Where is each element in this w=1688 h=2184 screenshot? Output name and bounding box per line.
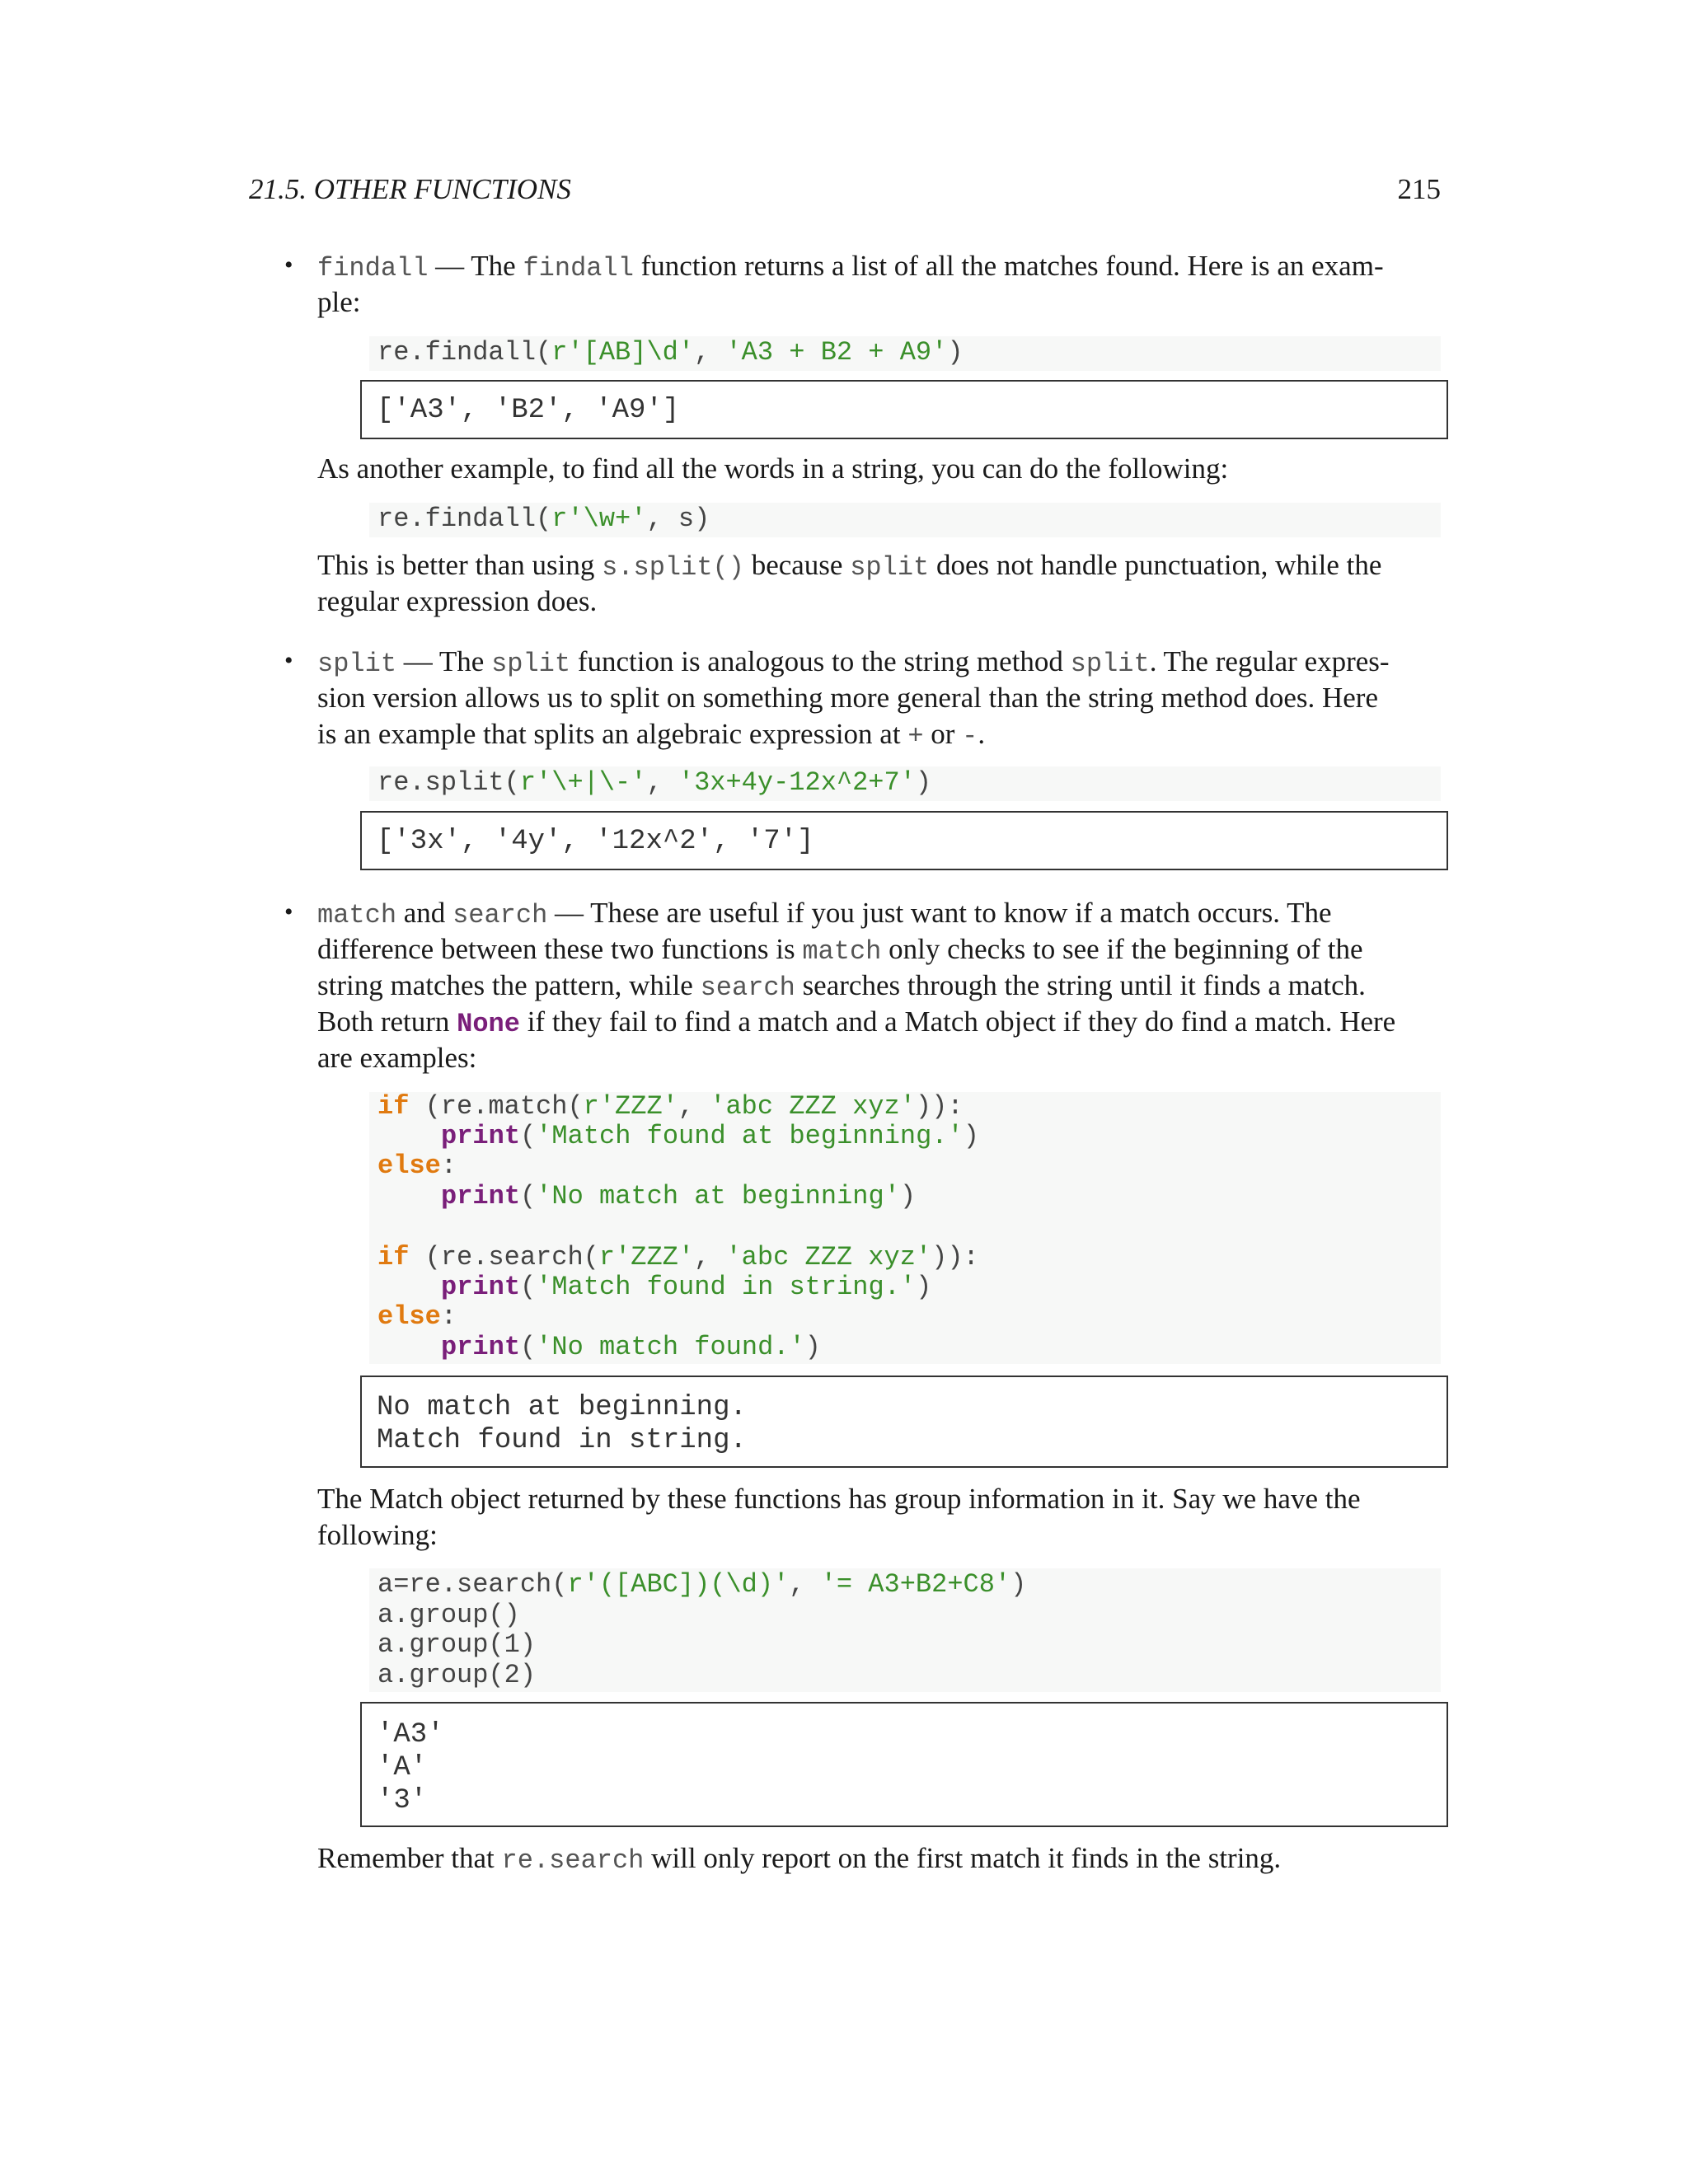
match-paragraph-line1: [317, 895, 1441, 934]
code-line: [377, 1570, 1026, 1600]
text: This is better than using: [317, 549, 603, 581]
code-text: (: [520, 1121, 537, 1151]
code-line: [441, 1272, 931, 1302]
output-line: Match found in string.: [377, 1425, 747, 1456]
match-paragraph-line5: are examples:: [317, 1042, 477, 1074]
code-builtin: print: [441, 1121, 521, 1151]
code-keyword: if: [377, 1091, 410, 1122]
findall-term: findall: [317, 253, 429, 284]
text: because: [743, 549, 851, 581]
code-keyword: else: [377, 1301, 441, 1332]
text: .: [978, 718, 986, 750]
output-line: 'A': [377, 1752, 428, 1783]
match-paragraph-6-line1: The Match object returned by these functions has group information in it. Say we have the: [317, 1483, 1361, 1515]
code-text: ): [947, 337, 964, 368]
code-string: r'ZZZ': [598, 1242, 695, 1272]
code-string: 'No match found.': [536, 1332, 805, 1362]
text: — These are useful if you just want to know if a match occurs. The: [547, 897, 1332, 929]
output-box-group: [360, 1702, 1448, 1827]
code-text: (re.search(: [409, 1242, 599, 1272]
code-line: [441, 1122, 979, 1151]
text: or: [923, 718, 963, 750]
inline-code: findall: [523, 253, 634, 284]
code-line: [377, 504, 710, 534]
code-line: a.group(): [377, 1600, 520, 1630]
bullet-findall: •: [284, 251, 293, 279]
text: Remember that: [317, 1842, 502, 1874]
code-text: :: [440, 1151, 457, 1181]
output-line: '3': [377, 1785, 428, 1816]
text: only checks to see if the beginning of the: [881, 933, 1363, 965]
inline-code: +: [907, 721, 924, 752]
code-text: (: [520, 1181, 537, 1212]
code-text: a=re.search(: [377, 1569, 568, 1600]
text: searches through the string until it finds a match.: [795, 969, 1366, 1001]
code-line: [377, 1302, 457, 1332]
page-number: 215: [1397, 173, 1441, 205]
code-builtin: print: [441, 1272, 521, 1302]
code-line: a.group(2): [377, 1660, 537, 1690]
bullet-split: •: [284, 647, 293, 674]
code-line: [377, 1243, 979, 1272]
code-text: ,: [694, 1242, 726, 1272]
output-line: 'A3': [377, 1719, 444, 1750]
code-string: r'\w+': [551, 504, 647, 534]
code-text: )):: [931, 1242, 979, 1272]
code-string: '= A3+B2+C8': [820, 1569, 1011, 1600]
text: Both return: [317, 1005, 457, 1038]
findall-paragraph-2: As another example, to find all the words in a string, you can do the following:: [317, 452, 1229, 485]
code-string: 'abc ZZZ xyz': [710, 1091, 916, 1122]
split-paragraph-line3: [317, 716, 1441, 755]
inline-code: match: [802, 936, 882, 967]
inline-code: search: [700, 972, 795, 1003]
keyword-none: None: [457, 1009, 520, 1039]
text: function returns a list of all the matches found. Here is an exam-: [633, 250, 1384, 282]
inline-code: split: [491, 649, 571, 679]
code-text: (re.match(: [409, 1091, 584, 1122]
output-line: ['3x', '4y', '12x^2', '7']: [377, 826, 814, 857]
match-paragraph-line3: [317, 968, 1441, 1006]
code-text: re.split(: [377, 767, 520, 798]
code-string: 'A3 + B2 + A9': [725, 337, 948, 368]
code-string: 'abc ZZZ xyz': [725, 1242, 932, 1272]
findall-paragraph-3-line1: [317, 547, 1441, 586]
code-text: ): [915, 767, 932, 798]
code-text: (: [520, 1272, 537, 1302]
split-paragraph-line1: [317, 644, 1441, 682]
findall-paragraph-line2: ple:: [317, 286, 361, 318]
code-text: ): [1010, 1569, 1027, 1600]
code-text: ,: [789, 1569, 821, 1600]
text: does not handle punctuation, while the: [929, 549, 1382, 581]
code-string: '3x+4y-12x^2+7': [678, 767, 916, 798]
code-text: )):: [915, 1091, 964, 1122]
text: string matches the pattern, while: [317, 969, 701, 1001]
closing-paragraph: [317, 1840, 1441, 1879]
code-string: 'Match found in string.': [536, 1272, 917, 1302]
text: is an example that splits an algebraic expression at: [317, 718, 908, 750]
code-string: r'ZZZ': [583, 1091, 678, 1122]
text: if they fail to find a match and a Match object if they do find a match. Here: [519, 1005, 1396, 1038]
code-keyword: else: [377, 1151, 441, 1181]
code-string: r'\+|\-': [519, 767, 647, 798]
code-text: ,: [694, 337, 726, 368]
match-term: match: [317, 900, 397, 930]
code-text: ,: [646, 767, 678, 798]
code-line: a.group(1): [377, 1629, 537, 1660]
bullet-match-search: •: [284, 898, 293, 926]
code-line: [377, 1151, 457, 1181]
code-line: [377, 768, 931, 798]
split-term: split: [317, 649, 397, 679]
code-text: (: [520, 1332, 537, 1362]
text: function is analogous to the string method: [570, 645, 1071, 677]
text: — The: [428, 250, 523, 282]
match-paragraph-line2: [317, 931, 1441, 970]
code-line: [377, 338, 964, 368]
text: difference between these two functions is: [317, 933, 803, 965]
findall-paragraph-line1: [317, 248, 1441, 287]
code-text: ): [899, 1181, 917, 1212]
inline-code: split: [850, 552, 930, 583]
code-string: r'[AB]\d': [551, 337, 695, 368]
output-line: No match at beginning.: [377, 1392, 747, 1423]
code-text: re.findall(: [377, 504, 552, 534]
code-text: re.findall(: [377, 337, 552, 368]
code-text: ,: [678, 1091, 710, 1122]
code-keyword: if: [377, 1242, 410, 1272]
text: and: [396, 897, 453, 929]
inline-code: split: [1070, 649, 1150, 679]
code-text: ): [963, 1121, 979, 1151]
running-header: [249, 171, 1441, 213]
code-string: r'([ABC])(\d)': [567, 1569, 790, 1600]
findall-paragraph-3-line2: regular expression does.: [317, 585, 598, 617]
output-line: ['A3', 'B2', 'A9']: [377, 395, 680, 426]
text: — The: [396, 645, 492, 677]
code-line: [377, 1092, 964, 1122]
code-line: [441, 1182, 916, 1212]
section-title: 21.5. OTHER FUNCTIONS: [249, 173, 571, 205]
code-text: ): [804, 1332, 821, 1362]
code-builtin: print: [441, 1332, 521, 1362]
code-text: ): [916, 1272, 932, 1302]
code-string: 'Match found at beginning.': [536, 1121, 964, 1151]
text: will only report on the first match it finds in the string.: [644, 1842, 1282, 1874]
inline-code: re.search: [501, 1845, 645, 1876]
inline-code: -: [962, 721, 978, 752]
code-text: , s): [646, 504, 710, 534]
search-term: search: [452, 900, 548, 930]
code-line: [441, 1333, 821, 1362]
code-builtin: print: [441, 1181, 521, 1212]
match-paragraph-line4: [317, 1004, 1441, 1043]
split-paragraph-line2: sion version allows us to split on something more general than the string method does. Here: [317, 682, 1379, 714]
code-string: 'No match at beginning': [536, 1181, 900, 1212]
match-paragraph-6-line2: following:: [317, 1519, 438, 1551]
code-text: :: [440, 1301, 457, 1332]
inline-code: s.split(): [602, 552, 744, 583]
text: . The regular expres-: [1149, 645, 1390, 677]
